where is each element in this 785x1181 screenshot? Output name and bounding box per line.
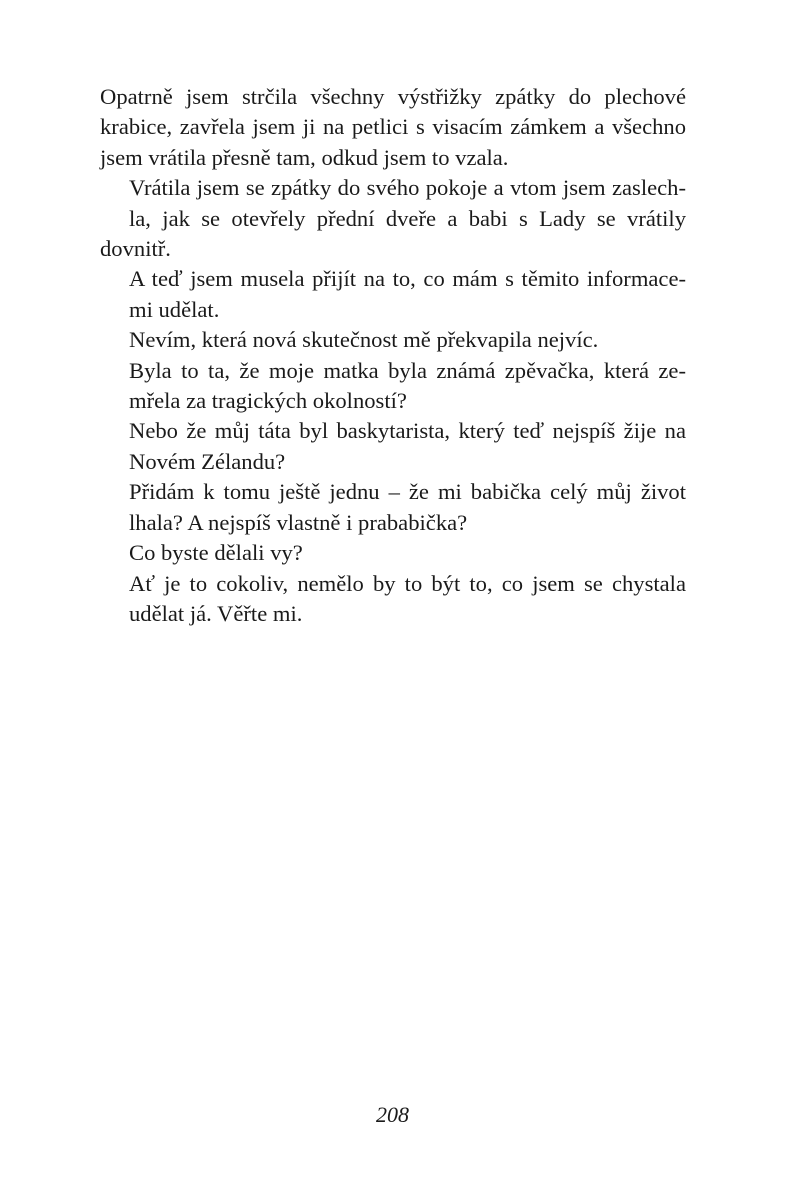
paragraph bbox=[100, 477, 686, 538]
text-line: Byla to ta, že moje matka byla známá zpěvačka, která ze- bbox=[129, 357, 686, 383]
text-line: Vrátila jsem se zpátky do svého pokoje a vtom jsem zaslech- bbox=[129, 175, 686, 201]
paragraph bbox=[100, 325, 686, 355]
paragraph bbox=[100, 173, 686, 264]
text-line: Novém Zélandu? bbox=[129, 448, 286, 474]
text-line: Přidám k tomu ještě jednu – že mi babička celý můj život bbox=[129, 479, 686, 505]
text-line: jsem vrátila přesně tam, odkud jsem to vzala. bbox=[100, 144, 509, 170]
page-body bbox=[100, 82, 686, 629]
text-line: A teď jsem musela přijít na to, co mám s těmito informace- bbox=[129, 266, 686, 292]
text-line: Opatrně jsem strčila všechny výstřižky zpátky do plechové bbox=[100, 84, 686, 109]
text-line: udělat já. Věřte mi. bbox=[129, 600, 303, 626]
paragraph bbox=[100, 569, 686, 630]
text-line: la, jak se otevřely přední dveře a babi s Lady se vrátily dovnitř. bbox=[100, 205, 686, 262]
text-line: Ať je to cokoliv, nemělo by to být to, co jsem se chystala bbox=[129, 570, 686, 596]
text-line: mi udělat. bbox=[129, 296, 220, 322]
text-line: Co byste dělali vy? bbox=[129, 540, 303, 566]
page-number: 208 bbox=[376, 1102, 409, 1127]
paragraph bbox=[100, 264, 686, 325]
paragraph bbox=[100, 82, 686, 173]
text-line: mřela za tragických okolností? bbox=[129, 388, 407, 414]
text-line: lhala? A nejspíš vlastně i prababička? bbox=[129, 509, 468, 535]
text-line: Nebo že můj táta byl baskytarista, který teď nejspíš žije na bbox=[129, 418, 686, 444]
text-line: krabice, zavřela jsem ji na petlici s visacím zámkem a všechno bbox=[100, 114, 686, 140]
paragraph bbox=[100, 416, 686, 477]
text-line: Nevím, která nová skutečnost mě překvapila nejvíc. bbox=[129, 327, 599, 353]
paragraph bbox=[100, 538, 686, 568]
paragraph bbox=[100, 356, 686, 417]
